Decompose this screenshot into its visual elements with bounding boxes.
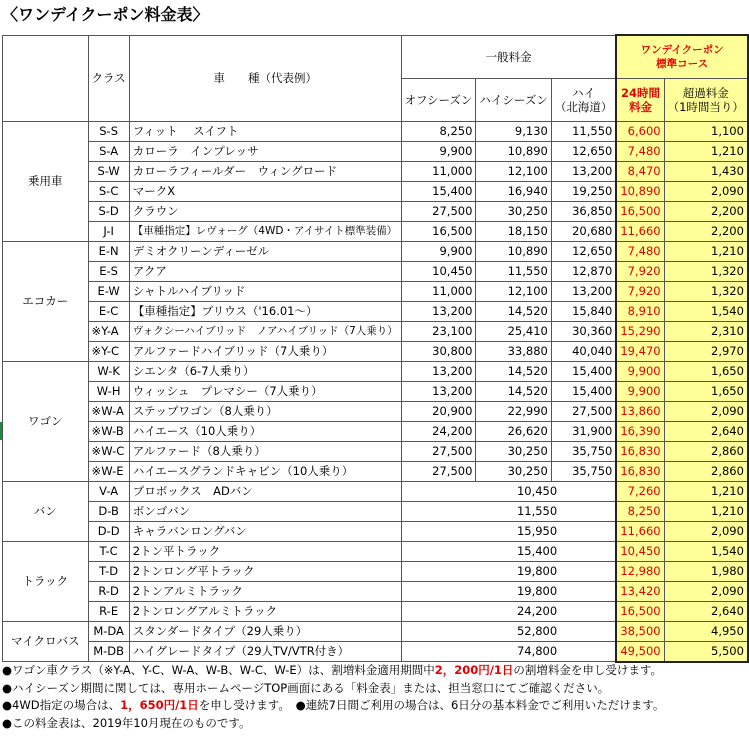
table-row <box>3 581 748 601</box>
24h-fee: 16,390 <box>616 421 664 441</box>
high-season-fee: 33,880 <box>476 341 551 361</box>
class-code-text: T-C <box>99 543 118 558</box>
overtime-fee: 2,090 <box>664 581 748 601</box>
class-code-text: E-C <box>98 303 119 318</box>
table-row <box>3 541 748 561</box>
note-date: ●この料金表は、2019年10月現在のものです。 <box>2 715 251 730</box>
high-season-fee: 16,940 <box>476 181 551 201</box>
24h-fee: 7,920 <box>616 281 664 301</box>
general-fee: 74,800 <box>401 641 616 662</box>
table-row <box>3 181 748 201</box>
class-code <box>88 381 129 401</box>
class-code-text: E-W <box>97 283 120 298</box>
24h-fee: 6,600 <box>616 121 664 141</box>
model-name: アルファードハイブリッド（7人乗り） <box>129 341 401 361</box>
class-code <box>88 261 129 281</box>
wagon-mark: ※ <box>91 323 102 338</box>
class-code <box>88 301 129 321</box>
group-label: 乗用車 <box>3 121 89 241</box>
header-oneday-line2: 標準コース <box>656 57 709 70</box>
24h-fee: 10,450 <box>616 541 664 561</box>
off-season-fee: 16,500 <box>401 221 476 241</box>
header-off-season: オフシーズン <box>401 78 476 121</box>
overtime-fee: 1,320 <box>664 281 748 301</box>
model-name: 2トンロングアルミトラック <box>129 601 401 621</box>
class-code <box>88 221 129 241</box>
overtime-fee: 2,200 <box>664 201 748 221</box>
class-code <box>88 401 129 421</box>
model-name: デミオクリーンディーゼル <box>129 241 401 261</box>
class-code <box>88 481 129 501</box>
overtime-fee: 1,210 <box>664 241 748 261</box>
overtime-fee: 1,540 <box>664 541 748 561</box>
off-season-fee: 15,400 <box>401 181 476 201</box>
general-fee: 19,800 <box>401 561 616 581</box>
hokkaido-fee: 13,200 <box>551 161 616 181</box>
model-name: クラウン <box>129 201 401 221</box>
table-row <box>3 621 748 641</box>
table-row <box>3 161 748 181</box>
hokkaido-fee: 35,750 <box>551 441 616 461</box>
off-season-fee: 11,000 <box>401 161 476 181</box>
24h-fee: 13,860 <box>616 401 664 421</box>
class-code-text: W-A <box>101 403 124 418</box>
header-hokkaido-line2: （北海道） <box>554 99 613 114</box>
table-row <box>3 381 748 401</box>
overtime-fee: 5,500 <box>664 641 748 662</box>
class-code-text: S-S <box>99 123 118 138</box>
header-24h-line1: 24時間 <box>620 85 660 100</box>
class-code <box>88 161 129 181</box>
hokkaido-fee: 13,200 <box>551 281 616 301</box>
24h-fee: 38,500 <box>616 621 664 641</box>
overtime-fee: 1,980 <box>664 561 748 581</box>
model-name: アクア <box>129 261 401 281</box>
note-high-season: ●ハイシーズン期間に関しては、専用ホームページTOP画面にある「料金表」または、担当窓口にてご確認ください。 <box>2 680 610 695</box>
hokkaido-fee: 12,650 <box>551 241 616 261</box>
class-code <box>88 621 129 641</box>
wagon-mark: ※ <box>91 463 102 478</box>
class-code <box>88 281 129 301</box>
table-row <box>3 321 748 341</box>
class-code-text: W-H <box>96 383 121 398</box>
model-name: ウィッシュ プレマシー（7人乗り） <box>129 381 401 401</box>
general-fee: 52,800 <box>401 621 616 641</box>
24h-fee: 49,500 <box>616 641 664 662</box>
24h-fee: 16,500 <box>616 601 664 621</box>
class-code-text: J-I <box>103 223 114 238</box>
class-code <box>88 461 129 481</box>
model-name: 2トンアルミトラック <box>129 581 401 601</box>
overtime-fee: 1,320 <box>664 261 748 281</box>
class-code <box>88 121 129 141</box>
class-code <box>88 201 129 221</box>
wagon-mark: ※ <box>91 403 102 418</box>
class-code <box>88 561 129 581</box>
class-code <box>88 441 129 461</box>
header-class: クラス <box>88 35 129 121</box>
overtime-fee: 2,090 <box>664 401 748 421</box>
group-label: ワゴン <box>3 361 89 481</box>
hokkaido-fee: 27,500 <box>551 401 616 421</box>
overtime-fee: 2,200 <box>664 221 748 241</box>
table-row <box>3 221 748 241</box>
rate-body <box>3 121 748 662</box>
note-4wd-text: ●4WD指定の場合は、 <box>2 698 121 712</box>
table-row <box>3 201 748 221</box>
general-fee: 15,400 <box>401 541 616 561</box>
model-name: フィット スイフト <box>129 121 401 141</box>
class-code-text: W-C <box>101 443 125 458</box>
model-name: 2トン平トラック <box>129 541 401 561</box>
24h-fee: 10,890 <box>616 181 664 201</box>
header-oneday-line1: ワンデイクーポン <box>640 43 724 56</box>
overtime-fee: 2,860 <box>664 441 748 461</box>
hokkaido-fee: 36,850 <box>551 201 616 221</box>
high-season-fee: 11,550 <box>476 261 551 281</box>
class-code-text: S-C <box>98 183 119 198</box>
high-season-fee: 10,890 <box>476 141 551 161</box>
class-code-text: W-B <box>101 423 124 438</box>
24h-fee: 8,910 <box>616 301 664 321</box>
model-name: ハイエース（10人乗り） <box>129 421 401 441</box>
table-row <box>3 241 748 261</box>
model-name: ハイグレードタイプ（29人TV/VTR付き） <box>129 641 401 662</box>
hokkaido-fee: 40,040 <box>551 341 616 361</box>
overtime-fee: 2,090 <box>664 521 748 541</box>
model-name: ボンゴバン <box>129 501 401 521</box>
off-season-fee: 23,100 <box>401 321 476 341</box>
high-season-fee: 30,250 <box>476 441 551 461</box>
model-name: ステップワゴン（8人乗り） <box>129 401 401 421</box>
hokkaido-fee: 12,870 <box>551 261 616 281</box>
hokkaido-fee: 11,550 <box>551 121 616 141</box>
overtime-fee: 1,430 <box>664 161 748 181</box>
model-name: 【車種指定】レヴォーグ（4WD・アイサイト標準装備） <box>129 221 401 241</box>
header-hokkaido <box>551 78 616 121</box>
class-code <box>88 641 129 662</box>
off-season-fee: 13,200 <box>401 361 476 381</box>
class-code <box>88 321 129 341</box>
model-name: プロボックス ADバン <box>129 481 401 501</box>
model-name: シエンタ（6-7人乗り） <box>129 361 401 381</box>
class-code-text: T-D <box>99 563 119 578</box>
high-season-fee: 30,250 <box>476 201 551 221</box>
table-row <box>3 421 748 441</box>
table-row <box>3 601 748 621</box>
off-season-fee: 20,900 <box>401 401 476 421</box>
table-row <box>3 121 748 141</box>
off-season-fee: 27,500 <box>401 461 476 481</box>
table-row <box>3 561 748 581</box>
header-hokkaido-line1: ハイ <box>572 85 596 100</box>
high-season-fee: 25,410 <box>476 321 551 341</box>
table-row <box>3 521 748 541</box>
24h-fee: 19,470 <box>616 341 664 361</box>
table-row <box>3 281 748 301</box>
header-model: 車 種（代表例） <box>129 35 401 121</box>
table-row <box>3 341 748 361</box>
overtime-fee: 2,310 <box>664 321 748 341</box>
note-wagon-tail: の割増料金を申し受けます。 <box>513 663 663 677</box>
class-code-text: W-K <box>97 363 120 378</box>
table-row <box>3 481 748 501</box>
model-name: アルファード（8人乗り） <box>129 441 401 461</box>
note-4wd-amount: 1，650円/1日 <box>120 698 199 712</box>
wagon-mark: ※ <box>91 423 102 438</box>
class-code-text: R-D <box>98 583 119 598</box>
24h-fee: 11,660 <box>616 521 664 541</box>
overtime-fee: 1,650 <box>664 361 748 381</box>
class-code-text: E-N <box>98 243 119 258</box>
notes <box>2 662 724 732</box>
off-season-fee: 27,500 <box>401 201 476 221</box>
class-code <box>88 421 129 441</box>
group-label: バン <box>3 481 89 541</box>
off-season-fee: 9,900 <box>401 141 476 161</box>
group-label: エコカー <box>3 241 89 361</box>
table-row <box>3 141 748 161</box>
model-name: ハイエースグランドキャビン（10人乗り） <box>129 461 401 481</box>
class-code <box>88 341 129 361</box>
note-wagon-amount: 2，200円/1日 <box>434 663 514 677</box>
hokkaido-fee: 20,680 <box>551 221 616 241</box>
table-row <box>3 361 748 381</box>
overtime-fee: 2,640 <box>664 601 748 621</box>
off-season-fee: 10,450 <box>401 261 476 281</box>
overtime-fee: 1,540 <box>664 301 748 321</box>
model-name: ヴォクシーハイブリッド ノアハイブリッド（7人乗り） <box>129 321 401 341</box>
overtime-fee: 1,100 <box>664 121 748 141</box>
class-code <box>88 181 129 201</box>
header-overtime-line2: （1時間当り） <box>667 99 744 114</box>
class-code <box>88 521 129 541</box>
overtime-fee: 1,650 <box>664 381 748 401</box>
off-season-fee: 9,900 <box>401 241 476 261</box>
class-code <box>88 601 129 621</box>
table-row <box>3 641 748 662</box>
off-season-fee: 30,800 <box>401 341 476 361</box>
class-code-text: M-DB <box>93 643 125 658</box>
24h-fee: 13,420 <box>616 581 664 601</box>
general-fee: 10,450 <box>401 481 616 501</box>
general-fee: 24,200 <box>401 601 616 621</box>
24h-fee: 15,290 <box>616 321 664 341</box>
off-season-fee: 13,200 <box>401 381 476 401</box>
wagon-mark: ※ <box>91 443 102 458</box>
24h-fee: 7,260 <box>616 481 664 501</box>
hokkaido-fee: 15,840 <box>551 301 616 321</box>
table-row <box>3 461 748 481</box>
header-blank <box>3 35 89 121</box>
class-code <box>88 541 129 561</box>
overtime-fee: 1,210 <box>664 501 748 521</box>
model-name: シャトルハイブリッド <box>129 281 401 301</box>
24h-fee: 16,830 <box>616 461 664 481</box>
24h-fee: 16,830 <box>616 441 664 461</box>
header-overtime-line1: 超過料金 <box>682 85 729 100</box>
off-season-fee: 8,250 <box>401 121 476 141</box>
hokkaido-fee: 15,400 <box>551 381 616 401</box>
hokkaido-fee: 12,650 <box>551 141 616 161</box>
header-oneday <box>616 35 748 78</box>
overtime-fee: 4,950 <box>664 621 748 641</box>
high-season-fee: 14,520 <box>476 301 551 321</box>
model-name: スタンダードタイプ（29人乗り） <box>129 621 401 641</box>
class-code-text: R-E <box>99 603 119 618</box>
header-general: 一般料金 <box>401 35 616 78</box>
note-wagon <box>2 662 724 680</box>
wagon-mark: ※ <box>91 343 102 358</box>
header-overtime <box>664 78 748 121</box>
model-name: カローラフィールダー ウィングロード <box>129 161 401 181</box>
hokkaido-fee: 31,900 <box>551 421 616 441</box>
note-4wd <box>2 697 724 715</box>
table-row <box>3 501 748 521</box>
hokkaido-fee: 30,360 <box>551 321 616 341</box>
table-row <box>3 401 748 421</box>
rate-table <box>2 34 749 663</box>
general-fee: 15,950 <box>401 521 616 541</box>
24h-fee: 7,480 <box>616 141 664 161</box>
class-code <box>88 241 129 261</box>
header-24h <box>616 78 664 121</box>
hokkaido-fee: 19,250 <box>551 181 616 201</box>
high-season-fee: 18,150 <box>476 221 551 241</box>
class-code-text: S-A <box>99 143 119 158</box>
24h-fee: 7,480 <box>616 241 664 261</box>
overtime-fee: 2,970 <box>664 341 748 361</box>
header-high-season: ハイシーズン <box>476 78 551 121</box>
overtime-fee: 1,210 <box>664 481 748 501</box>
class-code-text: S-D <box>98 203 119 218</box>
class-code-text: V-A <box>99 483 119 498</box>
note-4wd-tail: を申し受けます。 ●連続7日間ご利用の場合は、6日分の基本料金でご利用いただけます。 <box>198 698 665 712</box>
class-code-text: Y-A <box>101 323 119 338</box>
model-name: 【車種指定】プリウス（'16.01～） <box>129 301 401 321</box>
class-code-text: Y-C <box>101 343 120 358</box>
high-season-fee: 10,890 <box>476 241 551 261</box>
high-season-fee: 30,250 <box>476 461 551 481</box>
model-name: マークX <box>129 181 401 201</box>
group-label: トラック <box>3 541 89 621</box>
off-season-fee: 13,200 <box>401 301 476 321</box>
high-season-fee: 22,990 <box>476 401 551 421</box>
class-code-text: E-S <box>99 263 118 278</box>
24h-fee: 9,900 <box>616 381 664 401</box>
model-name: カローラ インプレッサ <box>129 141 401 161</box>
off-season-fee: 24,200 <box>401 421 476 441</box>
note-wagon-text: ●ワゴン車クラス（※Y-A、Y-C、W-A、W-B、W-C、W-E）は、割増料金適用期間中 <box>2 663 435 677</box>
class-code <box>88 361 129 381</box>
model-name: 2トンロング平トラック <box>129 561 401 581</box>
high-season-fee: 9,130 <box>476 121 551 141</box>
class-code <box>88 581 129 601</box>
overtime-fee: 1,210 <box>664 141 748 161</box>
general-fee: 19,800 <box>401 581 616 601</box>
header-24h-line2: 料金 <box>628 99 652 114</box>
class-code-text: D-B <box>98 503 119 518</box>
hokkaido-fee: 35,750 <box>551 461 616 481</box>
24h-fee: 8,470 <box>616 161 664 181</box>
off-season-fee: 11,000 <box>401 281 476 301</box>
class-code-text: W-E <box>101 463 124 478</box>
24h-fee: 11,660 <box>616 221 664 241</box>
overtime-fee: 2,640 <box>664 421 748 441</box>
hokkaido-fee: 15,400 <box>551 361 616 381</box>
class-code-text: D-D <box>97 523 120 538</box>
24h-fee: 9,900 <box>616 361 664 381</box>
24h-fee: 12,980 <box>616 561 664 581</box>
general-fee: 11,550 <box>401 501 616 521</box>
class-code-text: M-DA <box>93 623 124 638</box>
class-code <box>88 501 129 521</box>
table-row <box>3 261 748 281</box>
high-season-fee: 14,520 <box>476 381 551 401</box>
page-title: 〈ワンデイクーポン料金表〉 <box>2 5 209 24</box>
table-row <box>3 441 748 461</box>
overtime-fee: 2,090 <box>664 181 748 201</box>
class-code <box>88 141 129 161</box>
class-code-text: S-W <box>97 163 120 178</box>
table-row <box>3 301 748 321</box>
high-season-fee: 14,520 <box>476 361 551 381</box>
high-season-fee: 26,620 <box>476 421 551 441</box>
model-name: キャラバンロングバン <box>129 521 401 541</box>
high-season-fee: 12,100 <box>476 161 551 181</box>
high-season-fee: 12,100 <box>476 281 551 301</box>
24h-fee: 16,500 <box>616 201 664 221</box>
24h-fee: 7,920 <box>616 261 664 281</box>
group-label: マイクロバス <box>3 621 89 662</box>
overtime-fee: 2,860 <box>664 461 748 481</box>
24h-fee: 8,250 <box>616 501 664 521</box>
off-season-fee: 27,500 <box>401 441 476 461</box>
